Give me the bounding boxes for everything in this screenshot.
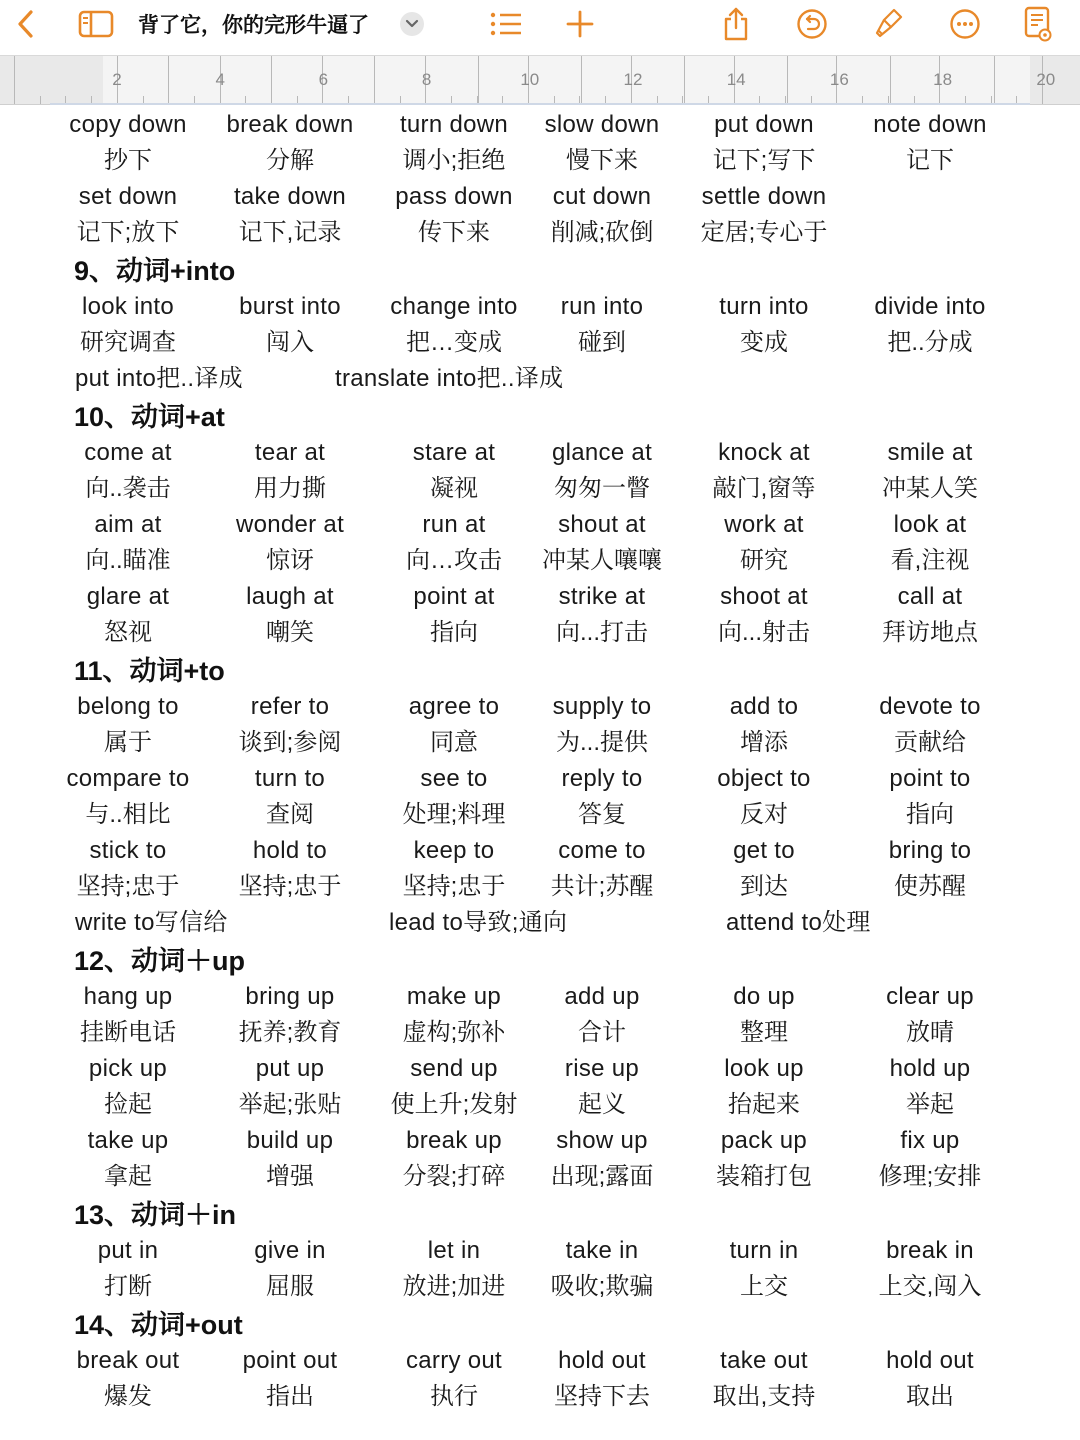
phrase-cn: 碰到 xyxy=(578,329,626,356)
phrase-cn: 抄下 xyxy=(104,147,152,174)
phrase-en: add to xyxy=(729,693,799,720)
phrase-en: keep to xyxy=(413,837,495,864)
phrase-en: smile at xyxy=(887,439,973,466)
phrase-cn: 合计 xyxy=(578,1019,626,1046)
phrase-en: settle down xyxy=(701,183,827,210)
phrase-cn: 打断 xyxy=(104,1273,152,1300)
phrase-en: look at xyxy=(893,511,967,538)
phrase-cn: 与..相比 xyxy=(85,801,171,828)
phrase-en: look into xyxy=(81,293,175,320)
phrase-cn: 挂断电话 xyxy=(80,1019,176,1046)
phrase-cn: 爆发 xyxy=(104,1383,152,1408)
phrase-cn: 取出 xyxy=(906,1383,954,1408)
phrase-en: burst into xyxy=(239,293,341,320)
phrase-cn: 向...射击 xyxy=(717,619,811,646)
phrase-en: look up xyxy=(724,1055,804,1082)
phrase-cn: 记下;写下 xyxy=(712,147,816,174)
phrase-cn: 定居;专心于 xyxy=(700,219,828,246)
phrase-en: compare to xyxy=(66,765,190,792)
phrase-cn: 拿起 xyxy=(104,1163,152,1190)
phrase-en: divide into xyxy=(874,293,986,320)
phrase-en: put in xyxy=(97,1237,159,1264)
phrase-en: clear up xyxy=(886,983,974,1010)
phrase-cn: 记下 xyxy=(906,147,954,174)
phrase-cn: 使苏醒 xyxy=(894,873,966,900)
phrase-cn: 装箱打包 xyxy=(716,1163,812,1190)
phrase-en: turn down xyxy=(399,111,509,138)
phrase-cn: 上交 xyxy=(740,1273,788,1300)
phrase-en: hold out xyxy=(558,1347,646,1374)
phrase-cn: 冲某人嚷嚷 xyxy=(542,547,662,574)
phrase-en: strike at xyxy=(558,583,646,610)
ruler-number: 12 xyxy=(623,70,643,89)
phrase-en: put into把..译成 xyxy=(75,365,243,392)
phrase-cn: 处理;料理 xyxy=(402,801,506,828)
phrase-cn: 向...打击 xyxy=(555,619,649,646)
phrase-en: supply to xyxy=(552,693,652,720)
phrase-cn: 使上升;发射 xyxy=(390,1091,518,1118)
phrase-en: shoot at xyxy=(720,583,808,610)
phrase-en: rise up xyxy=(564,1055,640,1082)
phrase-cn: 属于 xyxy=(104,729,152,756)
phrase-en: copy down xyxy=(69,111,187,138)
phrase-cn: 执行 xyxy=(430,1383,478,1408)
phrase-cn: 坚持;忠于 xyxy=(402,873,506,900)
phrase-cn: 用力撕 xyxy=(254,475,326,502)
phrase-cn: 研究调查 xyxy=(80,329,176,356)
section-heading: 11、动词+to xyxy=(74,656,225,686)
phrase-en: write to写信给 xyxy=(75,909,228,936)
phrase-cn: 凝视 xyxy=(430,475,478,502)
phrase-en: stick to xyxy=(89,837,167,864)
phrase-cn: 变成 xyxy=(740,329,788,356)
phrase-en: refer to xyxy=(250,693,330,720)
phrase-cn: 记下;放下 xyxy=(76,219,180,246)
phrase-en: break out xyxy=(76,1347,180,1374)
phrase-cn: 为...提供 xyxy=(555,729,649,756)
phrase-cn: 敲门,窗等 xyxy=(712,475,816,502)
phrase-cn: 屈服 xyxy=(266,1273,314,1300)
ruler-number: 14 xyxy=(726,70,746,89)
phrase-cn: 查阅 xyxy=(266,801,314,828)
phrase-en: let in xyxy=(427,1237,481,1264)
phrase-en: hang up xyxy=(83,983,173,1010)
ruler-number: 8 xyxy=(421,70,432,89)
section-heading: 12、动词＋up xyxy=(74,946,246,976)
phrase-cn: 修理;安排 xyxy=(878,1163,982,1190)
phrase-en: take up xyxy=(87,1127,169,1154)
phrase-en: put up xyxy=(255,1055,325,1082)
phrase-en: add up xyxy=(564,983,640,1010)
phrase-cn: 吸收;欺骗 xyxy=(550,1273,654,1300)
phrase-cn: 把…变成 xyxy=(406,329,502,356)
phrase-cn: 答复 xyxy=(578,801,626,828)
ruler-number: 4 xyxy=(215,70,225,89)
phrase-cn: 嘲笑 xyxy=(266,619,314,646)
phrase-en: run at xyxy=(422,511,486,538)
phrase-en: set down xyxy=(78,183,178,210)
phrase-en: hold up xyxy=(889,1055,971,1082)
phrase-en: object to xyxy=(717,765,811,792)
phrase-cn: 举起;张贴 xyxy=(238,1091,342,1118)
phrase-cn: 匆匆一瞥 xyxy=(554,475,650,502)
phrase-en: hold out xyxy=(886,1347,974,1374)
phrase-cn: 到达 xyxy=(740,873,788,900)
phrase-en: reply to xyxy=(561,765,643,792)
phrase-en: translate into把..译成 xyxy=(335,365,564,392)
phrase-en: hold to xyxy=(252,837,328,864)
phrase-en: take out xyxy=(720,1347,808,1374)
phrase-en: shout at xyxy=(558,511,646,538)
phrase-en: glance at xyxy=(551,439,653,466)
section-heading: 9、动词+into xyxy=(74,256,236,286)
phrase-cn: 指出 xyxy=(266,1383,314,1408)
phrase-en: point to xyxy=(889,765,971,792)
phrase-en: carry out xyxy=(405,1347,503,1374)
phrase-en: point at xyxy=(413,583,495,610)
ruler-number: 6 xyxy=(318,70,329,89)
phrase-en: change into xyxy=(390,293,518,320)
phrase-cn: 指向 xyxy=(906,801,954,828)
phrase-cn: 向..袭击 xyxy=(85,475,171,502)
phrase-cn: 向..瞄准 xyxy=(85,547,171,574)
phrase-en: send up xyxy=(410,1055,498,1082)
phrase-en: pack up xyxy=(720,1127,808,1154)
phrase-cn: 向…攻击 xyxy=(406,547,502,574)
phrase-cn: 记下,记录 xyxy=(238,219,342,246)
phrase-cn: 贡献给 xyxy=(894,729,966,756)
phrase-en: put down xyxy=(714,111,814,138)
phrase-cn: 捡起 xyxy=(104,1091,152,1118)
phrase-en: break down xyxy=(226,111,354,138)
phrase-en: bring up xyxy=(245,983,335,1010)
phrase-en: take down xyxy=(233,183,347,210)
phrase-cn: 把..分成 xyxy=(887,329,973,356)
phrase-en: point out xyxy=(242,1347,338,1374)
phrase-cn: 闯入 xyxy=(266,329,314,356)
phrase-cn: 增强 xyxy=(266,1163,314,1190)
phrase-en: pass down xyxy=(395,183,513,210)
phrase-cn: 抬起来 xyxy=(728,1091,800,1118)
phrase-en: get to xyxy=(733,837,795,864)
phrase-en: cut down xyxy=(552,183,652,210)
phrase-en: do up xyxy=(733,983,795,1010)
phrase-cn: 整理 xyxy=(740,1019,788,1046)
phrase-cn: 放进;加进 xyxy=(402,1273,506,1300)
phrase-cn: 传下来 xyxy=(418,219,490,246)
phrase-cn: 举起 xyxy=(906,1091,954,1118)
phrase-en: attend to处理 xyxy=(726,909,871,936)
phrase-en: knock at xyxy=(718,439,810,466)
phrase-en: break up xyxy=(406,1127,502,1154)
phrase-en: take in xyxy=(565,1237,639,1264)
phrase-en: turn in xyxy=(729,1237,799,1264)
ruler-number: 10 xyxy=(520,70,540,89)
phrase-en: note down xyxy=(873,111,987,138)
section-heading: 10、动词+at xyxy=(74,402,225,432)
phrase-en: pick up xyxy=(88,1055,168,1082)
phrase-en: lead to导致;通向 xyxy=(389,909,568,936)
phrase-cn: 研究 xyxy=(740,547,788,574)
phrase-en: come to xyxy=(558,837,646,864)
section-heading: 13、动词＋in xyxy=(74,1200,237,1230)
phrase-en: agree to xyxy=(408,693,500,720)
phrase-en: build up xyxy=(246,1127,334,1154)
phrase-cn: 坚持下去 xyxy=(554,1383,650,1408)
phrase-en: wonder at xyxy=(235,511,345,538)
phrase-cn: 惊讶 xyxy=(266,547,314,574)
phrase-cn: 怒视 xyxy=(104,619,152,646)
phrase-cn: 起义 xyxy=(578,1091,626,1118)
phrase-cn: 看,注视 xyxy=(890,547,970,574)
phrase-cn: 抚养;教育 xyxy=(238,1019,342,1046)
phrase-cn: 分解 xyxy=(266,147,314,174)
phrase-en: see to xyxy=(420,765,488,792)
phrase-cn: 共计;苏醒 xyxy=(550,873,654,900)
phrase-en: aim at xyxy=(94,511,162,538)
phrase-en: break in xyxy=(886,1237,974,1264)
ruler-number: 2 xyxy=(112,70,122,89)
phrase-en: fix up xyxy=(900,1127,960,1154)
phrase-cn: 指向 xyxy=(430,619,478,646)
phrase-en: bring to xyxy=(888,837,972,864)
phrase-cn: 虚构;弥补 xyxy=(402,1019,506,1046)
phrase-cn: 慢下来 xyxy=(566,147,638,174)
ruler-number: 18 xyxy=(933,70,953,89)
phrase-en: come at xyxy=(84,439,172,466)
phrase-en: glare at xyxy=(86,583,170,610)
phrase-cn: 出现;露面 xyxy=(550,1163,654,1190)
phrase-en: slow down xyxy=(544,111,660,138)
phrase-cn: 坚持;忠于 xyxy=(76,873,180,900)
phrase-cn: 拜访地点 xyxy=(882,619,978,646)
phrase-cn: 增添 xyxy=(740,729,788,756)
phrase-en: devote to xyxy=(879,693,981,720)
phrase-en: call at xyxy=(897,583,963,610)
phrase-en: make up xyxy=(406,983,502,1010)
phrase-cn: 削减;砍倒 xyxy=(550,219,654,246)
phrase-en: belong to xyxy=(77,693,179,720)
phrase-cn: 分裂;打碎 xyxy=(402,1163,506,1190)
phrase-cn: 反对 xyxy=(740,801,788,828)
phrase-en: turn to xyxy=(254,765,326,792)
phrase-cn: 放晴 xyxy=(906,1019,954,1046)
document-title[interactable]: 背了它，你的完形牛逼了 xyxy=(138,14,369,37)
phrase-cn: 上交,闯入 xyxy=(878,1273,982,1300)
phrase-cn: 坚持;忠于 xyxy=(238,873,342,900)
phrase-cn: 谈到;参阅 xyxy=(238,729,342,756)
phrase-cn: 同意 xyxy=(430,729,478,756)
phrase-en: work at xyxy=(724,511,804,538)
phrase-en: turn into xyxy=(719,293,809,320)
phrase-en: tear at xyxy=(254,439,326,466)
phrase-cn: 调小;拒绝 xyxy=(402,147,506,174)
section-heading: 14、动词+out xyxy=(74,1310,243,1340)
phrase-en: laugh at xyxy=(246,583,334,610)
ruler-number: 20 xyxy=(1036,70,1056,89)
phrase-en: give in xyxy=(254,1237,326,1264)
phrase-cn: 取出,支持 xyxy=(712,1383,816,1408)
ruler-number: 16 xyxy=(829,70,849,89)
phrase-en: stare at xyxy=(412,439,496,466)
phrase-en: run into xyxy=(560,293,644,320)
phrase-cn: 冲某人笑 xyxy=(882,475,978,502)
phrase-en: show up xyxy=(556,1127,648,1154)
